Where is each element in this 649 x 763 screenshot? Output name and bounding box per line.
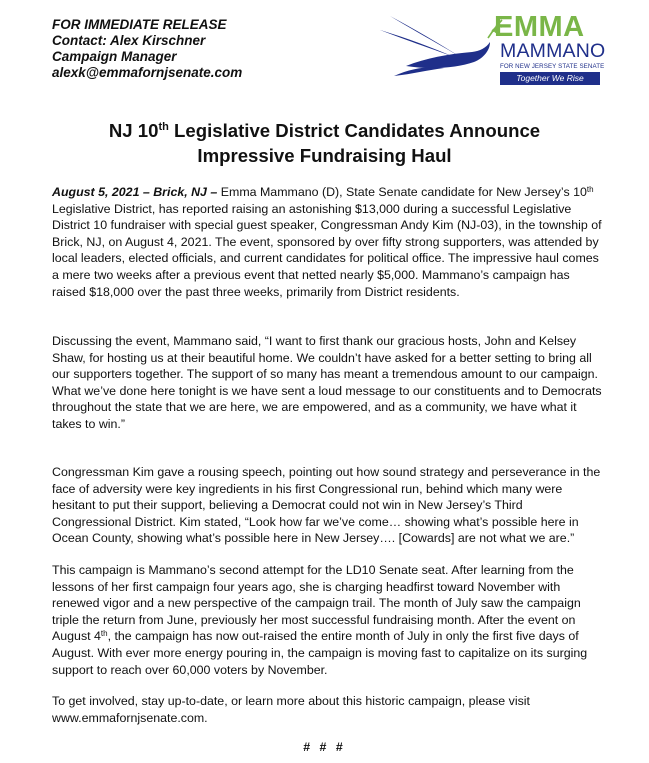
contact-block: [52, 17, 242, 81]
dateline: August 5, 2021 – Brick, NJ –: [52, 185, 218, 199]
logo-subtitle: FOR NEW JERSEY STATE SENATE: [500, 63, 605, 70]
paragraph-5: To get involved, stay up-to-date, or learn more about this historic campaign, please visit www.emmafornjsenate.com.: [52, 694, 530, 725]
logo-last-name: MAMMANO: [500, 40, 606, 62]
headline-line-2: Impressive Fundraising Haul: [197, 145, 452, 166]
headline: [40, 118, 609, 168]
paragraph-3: Congressman Kim gave a rousing speech, pointing out how sound strategy and perseverance in the face of adversity were key ingredients in his first Congressional run, behind which many were hesitant to put their support, believing a Democrat could not win in New Jersey’s Third Congressional District. Kim stated, “Look how far we’ve come… showing what’s possible here in Ocean County, showing what’s possible here in New Jersey…. [Cowards] are not what we are.”: [52, 465, 601, 546]
logo-tagline: Together We Rise: [500, 72, 600, 85]
paragraph-4: This campaign is Mammano’s second attempt for the LD10 Senate seat. After learning from the lessons of her first campaign four years ago, she is charging headfirst toward November with renewed vigor and a new perspective of the campaign trail. The month of July saw the campaign triple the return from June, previously her most successful fundraising month. After the event on August 4th, the campaign has now out-raised the entire month of July in only the first five days of August. With ever more energy pouring in, the campaign is moving fast to capitalize on its surging support to reach over 60,000 voters by November.: [52, 563, 588, 677]
end-mark: # # #: [303, 740, 346, 754]
release-label: FOR IMMEDIATE RELEASE: [52, 17, 227, 32]
headline-line-1: NJ 10th Legislative District Candidates Announce: [108, 120, 541, 141]
contact-email: alexk@emmafornjsenate.com: [52, 65, 243, 80]
campaign-logo: [376, 8, 608, 88]
logo-first-name: EMMA: [494, 11, 585, 43]
paragraph-1: August 5, 2021 – Brick, NJ – Emma Mammano (D), State Senate candidate for New Jersey’s 10th Legislative District, has reported raising an astonishing $13,000 during a successful Legislative District 10 fundraiser with special guest speaker, Congressman Andy Kim (NJ-03), in the township of Brick, NJ, on August 4, 2021. The event, sponsored by over fifty strong supporters, was attended by local leaders, elected officials, and current candidates for political office. The impressive haul comes a mere two weeks after a previous event that netted nearly $5,000. Mammano’s campaign has raised $18,000 over the past three weeks, primarily from District residents.: [52, 185, 602, 299]
contact-role: Campaign Manager: [52, 49, 177, 64]
paragraph-2: Discussing the event, Mammano said, “I want to first thank our gracious hosts, John and Kelsey Shaw, for hosting us at their beautiful home. We couldn’t have asked for a better setting to bring all our supporters together. The support of so many has meant a tremendous amount to our campaign. What we’ve done here tonight is we have sent a loud message to our constituents and to Democrats throughout the state that we are here, we are empowered, and as a community, we have what it takes to win.”: [52, 334, 602, 431]
contact-name: Contact: Alex Kirschner: [52, 33, 206, 48]
